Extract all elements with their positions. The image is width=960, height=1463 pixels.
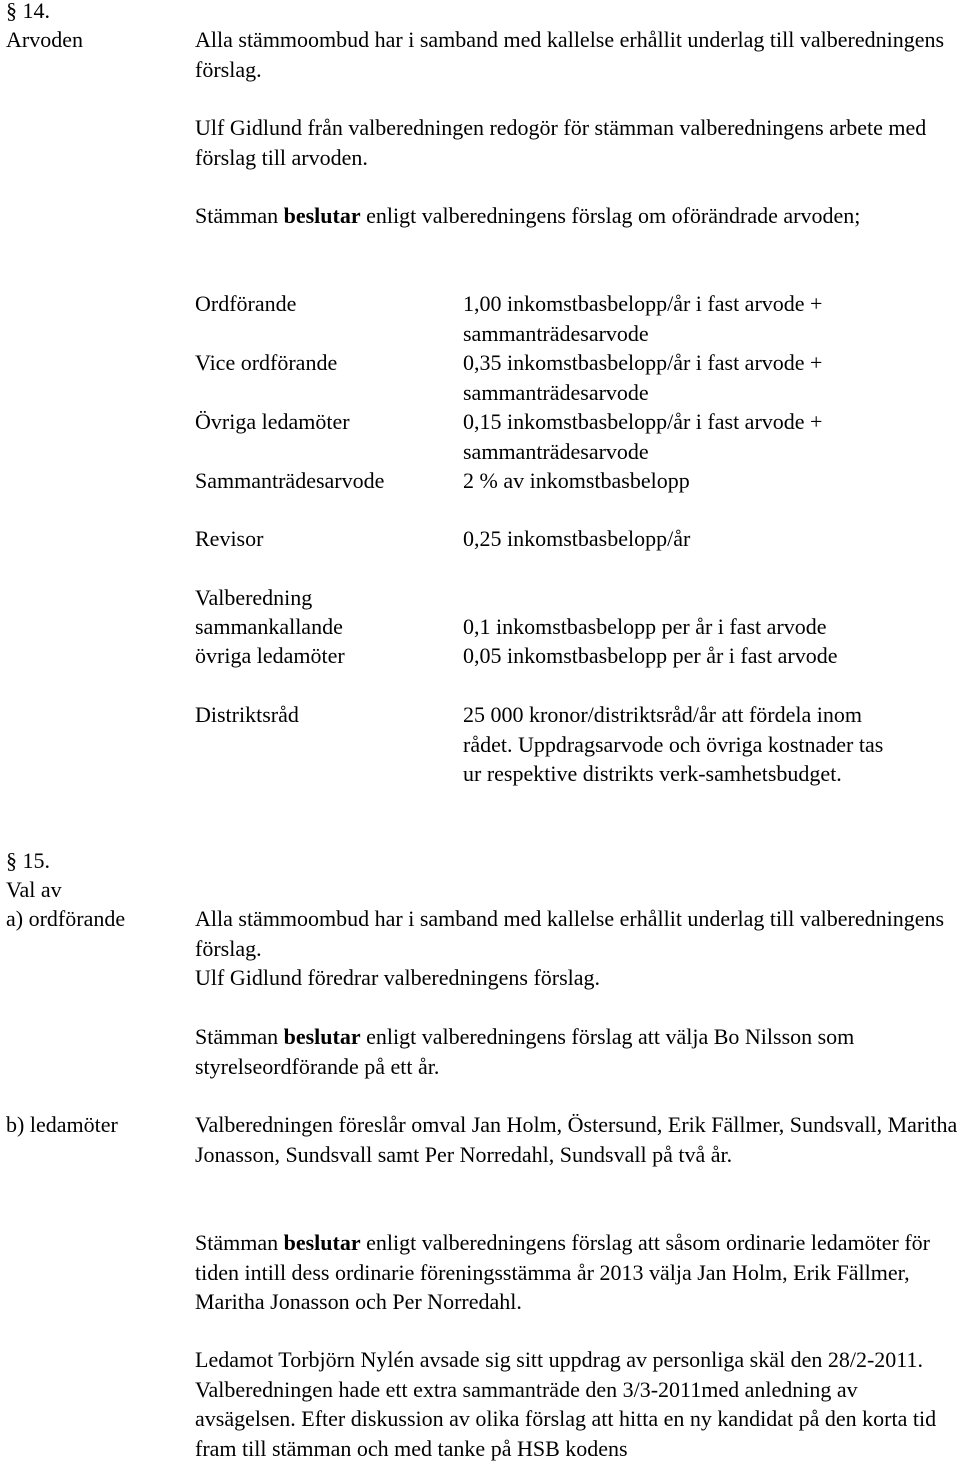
s15b-decision-word: beslutar <box>283 1230 361 1255</box>
fee-label-ordforande: Ordförande <box>195 291 297 316</box>
s14-paragraph-2: Ulf Gidlund från valberedningen redogör för stämman valberedningens arbete med förslag till arvoden. <box>195 115 927 170</box>
fee-label-valberedning: Valberedning <box>195 585 313 610</box>
fee-label-ovriga: Övriga ledamöter <box>195 409 350 434</box>
s15b-paragraph-1: Valberedningen föreslår omval Jan Holm, Östersund, Erik Fällmer, Sundsvall, Maritha Jonasson, Sundsvall samt Per Norredahl, Sundsvall på två år. <box>195 1112 958 1167</box>
s14-paragraph-1: Alla stämmoombud har i samband med kallelse erhållit underlag till valberedningens förslag. <box>195 27 945 82</box>
s15b-paragraph-3: Ledamot Torbjörn Nylén avsade sig sitt uppdrag av personliga skäl den 28/2-2011. Valberedningen hade ett extra sammanträde den 3/3-2011med anledning av avsägelsen. Efter diskussion av olika förslag att hitta en ny kandidat på den korta tid fram till stämman och med tanke på HSB kodens <box>195 1347 937 1461</box>
section-14-label: Arvoden <box>6 27 83 52</box>
s15a-paragraph-3: Stämman beslutar enligt valberedningens förslag att välja Bo Nilsson som styrelseordförande på ett år. <box>195 1024 855 1079</box>
s15a-decision-word: beslutar <box>283 1024 361 1049</box>
fee-label-sammantrade: Sammanträdesarvode <box>195 468 385 493</box>
s15b-paragraph-2: Stämman beslutar enligt valberedningens förslag att såsom ordinarie ledamöter för tiden intill dess ordinarie föreningsstämma år 2013 välja Jan Holm, Erik Fällmer, Maritha Jonasson och Per Norredahl. <box>195 1230 930 1314</box>
fee-value-sammantrade: 2 % av inkomstbasbelopp <box>463 468 690 493</box>
fee-label-vice: Vice ordförande <box>195 350 338 375</box>
s15a-paragraph-2: Ulf Gidlund föredrar valberedningens förslag. <box>195 965 601 990</box>
section-15-label: Val av <box>6 877 62 902</box>
fee-label-distriktsrad: Distriktsråd <box>195 702 299 727</box>
s15a-paragraph-1: Alla stämmoombud har i samband med kallelse erhållit underlag till valberedningens förslag. <box>195 906 945 961</box>
s14-paragraph-3: Stämman beslutar enligt valberedningens förslag om oförändrade arvoden; <box>195 203 861 228</box>
section-15-label-a: a) ordförande <box>6 906 126 931</box>
fee-label-revisor: Revisor <box>195 526 264 551</box>
section-14-heading: § 14. <box>6 0 50 23</box>
fee-value-ovriga: 0,15 inkomstbasbelopp/år i fast arvode + sammanträdesarvode <box>463 409 823 464</box>
fee-label-sammankallande: sammankallande <box>195 614 343 639</box>
fee-value-vice: 0,35 inkomstbasbelopp/år i fast arvode + sammanträdesarvode <box>463 350 823 405</box>
section-15-heading: § 15. <box>6 848 50 873</box>
fee-value-sammankallande: 0,1 inkomstbasbelopp per år i fast arvode <box>463 614 827 639</box>
s14-decision-word: beslutar <box>283 203 361 228</box>
fee-value-revisor: 0,25 inkomstbasbelopp/år <box>463 526 691 551</box>
fee-value-ovriga-ledamoter: 0,05 inkomstbasbelopp per år i fast arvode <box>463 643 838 668</box>
fee-label-ovriga-ledamoter: övriga ledamöter <box>195 643 345 668</box>
fee-value-ordforande: 1,00 inkomstbasbelopp/år i fast arvode + sammanträdesarvode <box>463 291 823 346</box>
fee-value-distriktsrad: 25 000 kronor/distriktsråd/år att fördela inom rådet. Uppdragsarvode och övriga kostnader tas ur respektive distrikts verk-samhetsbudget. <box>463 702 884 786</box>
section-15-label-b: b) ledamöter <box>6 1112 118 1137</box>
